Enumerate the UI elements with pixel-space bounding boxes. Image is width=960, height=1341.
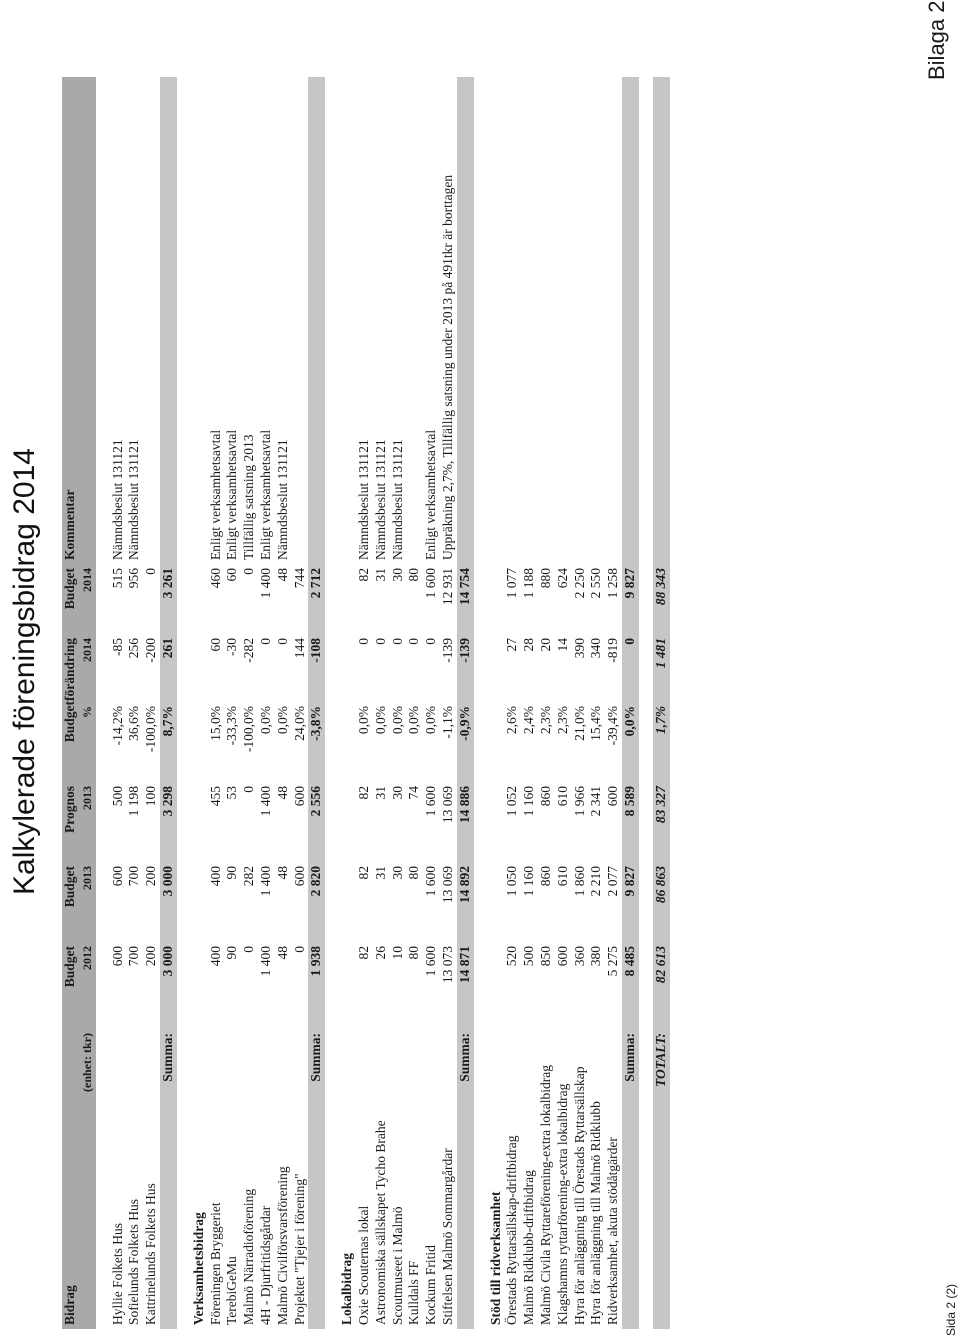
summary-b2014: 3 261 — [159, 567, 175, 599]
cell-diff: 0 — [423, 637, 439, 645]
cell-b2013: 610 — [554, 866, 570, 887]
cell-p2013: 1 400 — [257, 786, 273, 817]
row-comment: Nämndsbeslut 131121 — [389, 439, 405, 560]
table-row — [406, 77, 423, 1329]
header-year-2012: 2012 — [79, 946, 94, 970]
row-name: Kulldals FF — [406, 1260, 422, 1325]
section-title-row — [191, 77, 208, 1329]
row-name: Malmö Civilförsvarsförening — [274, 1166, 290, 1325]
cell-b2012: 90 — [224, 946, 240, 960]
summary-label: Summa: — [621, 1033, 637, 1082]
cell-b2013: 200 — [143, 866, 159, 887]
total-diff: 1 481 — [652, 637, 668, 669]
cell-p2013: 1 966 — [571, 786, 587, 817]
total-b2013: 86 863 — [652, 866, 668, 904]
cell-b2012: 380 — [588, 946, 604, 967]
summary-p2013: 2 556 — [308, 786, 324, 817]
row-name: Astronomiska sällskapet Tycho Brahe — [372, 1120, 388, 1325]
cell-b2014: 744 — [291, 567, 307, 589]
header-percent: % — [79, 706, 94, 718]
cell-b2012: 5 275 — [605, 946, 621, 977]
cell-diff: 0 — [372, 637, 388, 645]
spacer-row — [639, 77, 653, 1329]
row-comment — [143, 77, 160, 564]
row-comment — [572, 77, 589, 564]
cell-b2012: 1 600 — [423, 946, 439, 977]
cell-p2013: 500 — [109, 786, 125, 807]
summary-row — [160, 77, 177, 1329]
cell-pct: 36,6% — [126, 706, 142, 741]
cell-b2013: 31 — [372, 866, 388, 880]
cell-b2012: 500 — [521, 946, 537, 967]
summary-b2012: 1 938 — [308, 946, 324, 977]
row-name: Ridverksamhet, akuta stödåtgärder — [605, 1137, 621, 1325]
table-row — [373, 77, 390, 1329]
row-name: 4H - Djurfritidsgårdar — [257, 1205, 273, 1325]
cell-b2013: 80 — [406, 866, 422, 880]
header-row-1 — [62, 77, 79, 1329]
cell-b2014: 1 400 — [257, 567, 273, 599]
summary-diff: 261 — [159, 637, 175, 659]
cell-b2013: 90 — [224, 866, 240, 880]
header-row-2 — [79, 77, 96, 1329]
summary-b2013: 9 827 — [621, 866, 637, 897]
cell-pct: -14,2% — [109, 706, 125, 746]
row-name: Malmö Civila Ryttareförening-extra lokalbidrag — [537, 1064, 553, 1325]
section-title: Stöd till ridverksamhet — [487, 1191, 503, 1325]
summary-row — [308, 77, 325, 1329]
row-comment: Enligt verksamhetsavtal — [207, 429, 223, 560]
cell-b2012: 48 — [274, 946, 290, 960]
cell-pct: -39,4% — [605, 706, 621, 746]
cell-b2014: 12 931 — [439, 567, 455, 606]
row-name: Hyllie Folkets Hus — [109, 1222, 125, 1325]
cell-b2012: 600 — [109, 946, 125, 967]
cell-pct: 21,0% — [571, 706, 587, 741]
row-comment — [605, 77, 622, 564]
cell-pct: -100,0% — [143, 706, 159, 753]
cell-diff: 0 — [274, 637, 290, 645]
total-pct: 1,7% — [652, 706, 668, 735]
header-year-2013-prognos: 2013 — [79, 786, 94, 810]
cell-b2014: 82 — [355, 567, 371, 582]
summary-label: Summa: — [159, 1033, 175, 1082]
cell-diff: 14 — [554, 637, 570, 652]
cell-b2014: 0 — [241, 567, 257, 575]
row-name: Föreningen Bryggeriet — [207, 1202, 223, 1325]
summary-b2013: 14 892 — [456, 866, 472, 904]
row-name: Sofielunds Folkets Hus — [126, 1198, 142, 1325]
table-row — [241, 77, 258, 1329]
cell-b2013: 700 — [126, 866, 142, 887]
cell-p2013: 1 160 — [521, 786, 537, 817]
cell-b2013: 600 — [109, 866, 125, 887]
cell-pct: -1,1% — [439, 706, 455, 739]
summary-p2013: 3 298 — [159, 786, 175, 817]
table-row — [555, 77, 572, 1329]
cell-b2013: 860 — [537, 866, 553, 887]
summary-p2013: 14 886 — [456, 786, 472, 824]
row-name: Projektet "Tjejer i förening" — [291, 1173, 307, 1325]
row-name: Hyra för anläggning till Malmö Ridklubb — [588, 1101, 604, 1325]
row-name: Örestads Ryttarsällskap-driftbidrag — [504, 1135, 520, 1325]
table-row — [258, 77, 275, 1329]
cell-diff: 390 — [571, 637, 587, 659]
row-name: Malmö Ridklubb-driftbidrag — [521, 1170, 537, 1325]
summary-pct: 0,0% — [621, 706, 637, 737]
row-comment — [521, 77, 538, 564]
page-number: Sida 2 (2) — [944, 1283, 958, 1336]
table-row — [588, 77, 605, 1329]
summary-row — [457, 77, 474, 1329]
summary-diff: -108 — [308, 637, 324, 663]
row-comment — [538, 77, 555, 564]
cell-b2013: 2 210 — [588, 866, 604, 897]
row-comment — [292, 77, 309, 564]
cell-b2012: 80 — [406, 946, 422, 960]
cell-pct: 0,0% — [423, 706, 439, 735]
cell-b2013: 1 600 — [423, 866, 439, 897]
row-comment: Enligt verksamhetsavtal — [257, 429, 273, 560]
cell-b2012: 200 — [143, 946, 159, 967]
summary-diff: -139 — [456, 637, 472, 663]
cell-diff: -85 — [109, 637, 125, 656]
section-title-row — [339, 77, 356, 1329]
cell-pct: 0,0% — [389, 706, 405, 735]
header-budget-2013: Budget — [62, 866, 77, 908]
cell-pct: -100,0% — [241, 706, 257, 753]
cell-diff: 0 — [406, 637, 422, 645]
row-name: Stiftelsen Malmö Sommargårdar — [439, 1148, 455, 1325]
cell-b2014: 1 258 — [605, 567, 621, 599]
cell-b2014: 0 — [143, 567, 159, 575]
cell-diff: 256 — [126, 637, 142, 659]
cell-b2013: 2 077 — [605, 866, 621, 897]
cell-pct: 15,4% — [588, 706, 604, 741]
cell-b2013: 1 160 — [521, 866, 537, 897]
header-year-2014-diff: 2014 — [79, 637, 94, 662]
cell-b2012: 10 — [389, 946, 405, 960]
header-kommentar: Kommentar — [62, 489, 77, 560]
cell-b2012: 600 — [554, 946, 570, 967]
cell-b2013: 1 050 — [504, 866, 520, 897]
spacer-row — [177, 77, 191, 1329]
header-prognos: Prognos — [62, 786, 77, 834]
row-comment: Nämndsbeslut 131121 — [372, 439, 388, 560]
row-comment — [588, 77, 605, 564]
summary-label: Summa: — [308, 1033, 324, 1082]
cell-b2014: 60 — [224, 567, 240, 582]
cell-b2014: 515 — [109, 567, 125, 589]
cell-p2013: 600 — [291, 786, 307, 807]
row-name: Malmö Närradioförening — [241, 1188, 257, 1325]
cell-diff: 60 — [207, 637, 223, 652]
cell-diff: 27 — [504, 637, 520, 652]
cell-p2013: 600 — [605, 786, 621, 807]
summary-b2013: 2 820 — [308, 866, 324, 897]
page-title: Kalkylerade föreningsbidrag 2014 — [8, 448, 41, 895]
cell-p2013: 610 — [554, 786, 570, 807]
cell-b2012: 520 — [504, 946, 520, 967]
row-comment — [555, 77, 572, 564]
table-row — [126, 77, 143, 1329]
total-p2013: 83 327 — [652, 786, 668, 824]
total-b2012: 82 613 — [652, 946, 668, 984]
cell-diff: 20 — [537, 637, 553, 652]
budget-table — [62, 77, 670, 1329]
table-row — [440, 77, 457, 1329]
table-row — [538, 77, 555, 1329]
cell-b2012: 0 — [241, 946, 257, 953]
table-row — [390, 77, 407, 1329]
header-year-2014-budget: 2014 — [79, 567, 94, 592]
cell-b2012: 400 — [207, 946, 223, 967]
cell-diff: 0 — [389, 637, 405, 645]
total-b2014: 88 343 — [652, 567, 668, 606]
cell-pct: 24,0% — [291, 706, 307, 741]
row-name: Klagshamns ryttarförening-extra lokalbidrag — [554, 1083, 570, 1325]
cell-b2014: 2 550 — [588, 567, 604, 599]
table-row — [208, 77, 225, 1329]
table-row — [143, 77, 160, 1329]
cell-b2012: 850 — [537, 946, 553, 967]
cell-pct: 2,4% — [521, 706, 537, 735]
summary-b2012: 14 871 — [456, 946, 472, 984]
cell-pct: 0,0% — [355, 706, 371, 735]
cell-b2012: 700 — [126, 946, 142, 967]
cell-pct: 0,0% — [406, 706, 422, 735]
section-title: Verksamhetsbidrag — [190, 1212, 206, 1325]
summary-b2014: 14 754 — [456, 567, 472, 606]
row-comment: Enligt verksamhetsavtal — [423, 429, 439, 560]
cell-b2013: 13 069 — [439, 866, 455, 904]
cell-p2013: 455 — [207, 786, 223, 807]
summary-b2013: 3 000 — [159, 866, 175, 897]
cell-b2014: 48 — [274, 567, 290, 582]
row-comment: Enligt verksamhetsavtal — [224, 429, 240, 560]
cell-p2013: 860 — [537, 786, 553, 807]
section-title: Lokalbidrag — [339, 1252, 355, 1325]
cell-pct: 0,0% — [257, 706, 273, 735]
summary-pct: 8,7% — [159, 706, 175, 737]
header-budgetforandring: Budgetförändring — [62, 637, 77, 743]
table-row — [224, 77, 241, 1329]
cell-b2014: 1 077 — [504, 567, 520, 599]
row-comment — [406, 77, 423, 564]
cell-diff: 340 — [588, 637, 604, 659]
header-budget-2014: Budget — [62, 567, 77, 610]
cell-diff: -30 — [224, 637, 240, 656]
attachment-label: Bilaga 2 — [924, 0, 949, 80]
cell-b2012: 360 — [571, 946, 587, 967]
cell-pct: 2,6% — [504, 706, 520, 735]
summary-row — [622, 77, 639, 1329]
table-row — [605, 77, 622, 1329]
cell-p2013: 31 — [372, 786, 388, 800]
cell-p2013: 0 — [241, 786, 257, 793]
cell-pct: 2,3% — [554, 706, 570, 735]
table-row — [423, 77, 440, 1329]
row-name: TerebiGeMu — [224, 1256, 240, 1325]
cell-p2013: 2 341 — [588, 786, 604, 817]
row-name: Kockum Fritid — [423, 1245, 439, 1325]
row-comment: Nämndsbeslut 131121 — [126, 439, 142, 560]
cell-pct: 0,0% — [372, 706, 388, 735]
cell-pct: 15,0% — [207, 706, 223, 741]
cell-p2013: 30 — [389, 786, 405, 800]
cell-b2013: 1 400 — [257, 866, 273, 897]
summary-b2014: 9 827 — [621, 567, 637, 599]
cell-b2013: 48 — [274, 866, 290, 880]
cell-b2014: 1 188 — [521, 567, 537, 599]
table-row — [356, 77, 373, 1329]
summary-diff: 0 — [621, 637, 637, 645]
cell-pct: 2,3% — [537, 706, 553, 735]
cell-b2014: 956 — [126, 567, 142, 589]
row-comment: Nämndsbeslut 131121 — [355, 439, 371, 560]
summary-p2013: 8 589 — [621, 786, 637, 817]
cell-b2012: 26 — [372, 946, 388, 960]
cell-b2014: 880 — [537, 567, 553, 589]
cell-b2014: 2 250 — [571, 567, 587, 599]
cell-p2013: 1 052 — [504, 786, 520, 817]
cell-b2013: 82 — [355, 866, 371, 880]
cell-b2012: 0 — [291, 946, 307, 953]
summary-label: Summa: — [456, 1033, 472, 1082]
table-row — [521, 77, 538, 1329]
table-row — [572, 77, 589, 1329]
cell-pct: -33,3% — [224, 706, 240, 746]
cell-diff: 0 — [355, 637, 371, 645]
table-row — [292, 77, 309, 1329]
table-row — [275, 77, 292, 1329]
cell-p2013: 1 600 — [423, 786, 439, 817]
cell-b2014: 1 600 — [423, 567, 439, 599]
summary-b2012: 3 000 — [159, 946, 175, 977]
cell-diff: -282 — [241, 637, 257, 663]
cell-p2013: 74 — [406, 786, 422, 800]
row-comment — [504, 77, 521, 564]
header-unit: (enhet: tkr) — [79, 1033, 94, 1092]
row-comment: Nämndsbeslut 131121 — [274, 439, 290, 560]
row-name: Scoutmuseet i Malmö — [389, 1206, 405, 1325]
cell-b2012: 82 — [355, 946, 371, 960]
row-name: Hyra för anläggning till Örestads Ryttarsällskap — [571, 1066, 587, 1325]
cell-p2013: 48 — [274, 786, 290, 800]
spacer-row — [96, 77, 110, 1329]
cell-pct: 0,0% — [274, 706, 290, 735]
cell-b2014: 624 — [554, 567, 570, 589]
cell-b2013: 400 — [207, 866, 223, 887]
cell-b2014: 30 — [389, 567, 405, 582]
cell-b2013: 1 860 — [571, 866, 587, 897]
table-row — [504, 77, 521, 1329]
cell-b2014: 80 — [406, 567, 422, 582]
cell-p2013: 53 — [224, 786, 240, 800]
row-comment: Tillfällig satsning 2013 — [241, 434, 257, 560]
cell-b2013: 600 — [291, 866, 307, 887]
cell-p2013: 1 198 — [126, 786, 142, 817]
cell-diff: 144 — [291, 637, 307, 659]
row-name: Kattrinelunds Folkets Hus — [143, 1183, 159, 1325]
summary-pct: -3,8% — [308, 706, 324, 741]
row-comment: Nämndsbeslut 131121 — [109, 439, 125, 560]
header-budget-2012: Budget — [62, 946, 77, 988]
cell-diff: -139 — [439, 637, 455, 663]
cell-b2014: 460 — [207, 567, 223, 589]
total-label: TOTALT: — [652, 1033, 668, 1087]
cell-diff: 28 — [521, 637, 537, 652]
cell-b2013: 30 — [389, 866, 405, 880]
section-title-row — [488, 77, 505, 1329]
spacer-row — [474, 77, 488, 1329]
total-row — [653, 77, 670, 1329]
cell-diff: 0 — [257, 637, 273, 645]
cell-p2013: 100 — [143, 786, 159, 807]
table-row — [110, 77, 127, 1329]
row-comment: Uppräkning 2,7%, Tillfällig satsning under 2013 på 491tkr är borttagen — [439, 174, 455, 560]
spacer-row — [325, 77, 339, 1329]
cell-b2012: 1 400 — [257, 946, 273, 977]
header-bidrag: Bidrag — [62, 1285, 77, 1325]
cell-p2013: 13 069 — [439, 786, 455, 824]
summary-b2012: 8 485 — [621, 946, 637, 977]
cell-diff: -819 — [605, 637, 621, 663]
summary-b2014: 2 712 — [308, 567, 324, 599]
cell-b2014: 31 — [372, 567, 388, 582]
cell-b2013: 282 — [241, 866, 257, 887]
cell-b2012: 13 073 — [439, 946, 455, 984]
cell-p2013: 82 — [355, 786, 371, 800]
cell-diff: -200 — [143, 637, 159, 663]
header-year-2013-budget: 2013 — [79, 866, 94, 890]
row-name: Oxie Scouternas lokal — [355, 1205, 371, 1325]
summary-pct: -0,9% — [456, 706, 472, 741]
